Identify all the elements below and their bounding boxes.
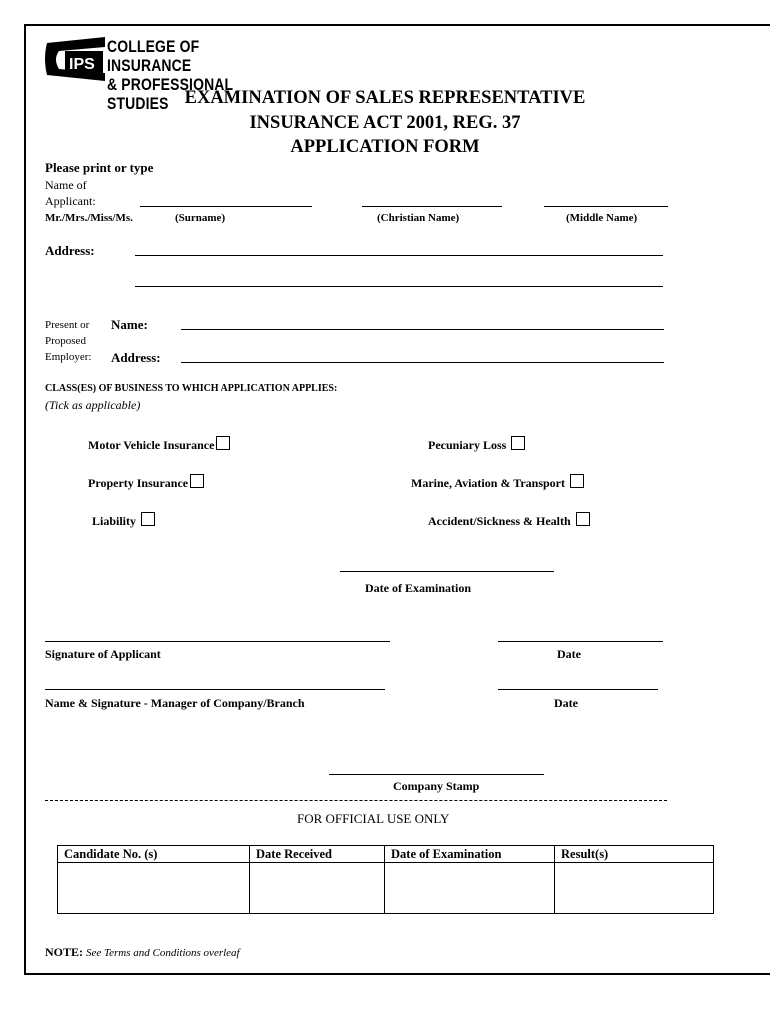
- manager-signature-label: Name & Signature - Manager of Company/Branch: [45, 696, 305, 710]
- motor-vehicle-checkbox[interactable]: [216, 436, 230, 450]
- surname-field[interactable]: [140, 206, 312, 207]
- logo-line-1: COLLEGE OF INSURANCE: [107, 37, 200, 75]
- exam-date-label: Date of Examination: [365, 581, 471, 595]
- employer-name-field[interactable]: [181, 329, 664, 330]
- column-candidate-no: Candidate No. (s): [58, 846, 250, 863]
- table-row: [58, 863, 714, 914]
- title-prefix-label: Mr./Mrs./Miss/Ms.: [45, 212, 133, 224]
- middle-name-label: (Middle Name): [566, 212, 638, 224]
- company-stamp-field[interactable]: [329, 774, 544, 775]
- official-divider: [45, 800, 667, 801]
- college-logo: [45, 37, 285, 113]
- employer-label-present: Present or: [45, 319, 90, 331]
- note-label: NOTE:: [45, 945, 84, 959]
- employer-label-proposed: Proposed: [45, 335, 86, 347]
- accident-option[interactable]: [428, 512, 590, 529]
- manager-date-label: Date: [554, 696, 578, 710]
- manager-signature-field[interactable]: [45, 689, 385, 690]
- date-of-examination-cell[interactable]: [385, 863, 555, 914]
- applicant-label: Applicant:: [45, 194, 96, 208]
- address-label: Address:: [45, 243, 95, 258]
- title-line-3: APPLICATION FORM: [290, 137, 480, 157]
- logo-line-2: & PROFESSIONAL STUDIES: [107, 75, 233, 113]
- property-checkbox[interactable]: [190, 474, 204, 488]
- table-header-row: [58, 846, 714, 863]
- employer-address-label: Address:: [111, 350, 161, 365]
- surname-label: (Surname): [175, 212, 226, 224]
- print-instruction: Please print or type: [45, 160, 154, 175]
- employer-name-label: Name:: [111, 317, 148, 332]
- exam-date-field[interactable]: [340, 571, 554, 572]
- christian-name-label: (Christian Name): [377, 212, 460, 224]
- results-cell[interactable]: [555, 863, 714, 914]
- christian-name-field[interactable]: [362, 206, 502, 207]
- official-use-heading: FOR OFFICIAL USE ONLY: [297, 811, 450, 826]
- employer-label-employer: Employer:: [45, 351, 92, 363]
- manager-date-field[interactable]: [498, 689, 658, 690]
- title-line-1: EXAMINATION OF SALES REPRESENTATIVE: [184, 88, 586, 108]
- property-label: Property Insurance: [88, 476, 189, 490]
- candidate-no-cell[interactable]: [58, 863, 250, 914]
- company-stamp-label: Company Stamp: [393, 779, 480, 793]
- liability-label: Liability: [92, 514, 137, 528]
- applicant-date-field[interactable]: [498, 641, 663, 642]
- title-line-2: INSURANCE ACT 2001, REG. 37: [249, 113, 521, 133]
- liability-checkbox[interactable]: [141, 512, 155, 526]
- address-line-1[interactable]: [135, 255, 663, 256]
- address-line-2[interactable]: [135, 286, 663, 287]
- marine-option[interactable]: [411, 474, 584, 491]
- applicant-signature-field[interactable]: [45, 641, 390, 642]
- column-results: Result(s): [555, 846, 714, 863]
- date-received-cell[interactable]: [250, 863, 385, 914]
- pecuniary-loss-checkbox[interactable]: [511, 436, 525, 450]
- accident-label: Accident/Sickness & Health: [428, 514, 571, 528]
- middle-name-field[interactable]: [544, 206, 668, 207]
- svg-text:IPS: IPS: [69, 56, 95, 73]
- column-date-received: Date Received: [250, 846, 385, 863]
- marine-checkbox[interactable]: [570, 474, 584, 488]
- applicant-date-label: Date: [557, 647, 581, 661]
- pecuniary-loss-label: Pecuniary Loss: [428, 438, 507, 452]
- property-option[interactable]: [88, 474, 204, 491]
- official-use-table: [57, 845, 714, 914]
- name-of-label: Name of: [45, 178, 87, 192]
- pecuniary-loss-option[interactable]: [428, 436, 525, 453]
- note-text: See Terms and Conditions overleaf: [86, 947, 240, 959]
- liability-option[interactable]: [92, 512, 155, 529]
- motor-vehicle-option[interactable]: [88, 436, 230, 453]
- logo-mark-icon: [45, 37, 105, 81]
- tick-note: (Tick as applicable): [45, 398, 141, 412]
- applicant-signature-label: Signature of Applicant: [45, 647, 161, 661]
- footer-note: [45, 945, 240, 960]
- column-date-of-examination: Date of Examination: [385, 846, 555, 863]
- marine-label: Marine, Aviation & Transport: [411, 476, 565, 490]
- classes-heading: CLASS(ES) OF BUSINESS TO WHICH APPLICATION APPLIES:: [45, 383, 338, 394]
- accident-checkbox[interactable]: [576, 512, 590, 526]
- employer-address-field[interactable]: [181, 362, 664, 363]
- motor-vehicle-label: Motor Vehicle Insurance: [88, 438, 215, 452]
